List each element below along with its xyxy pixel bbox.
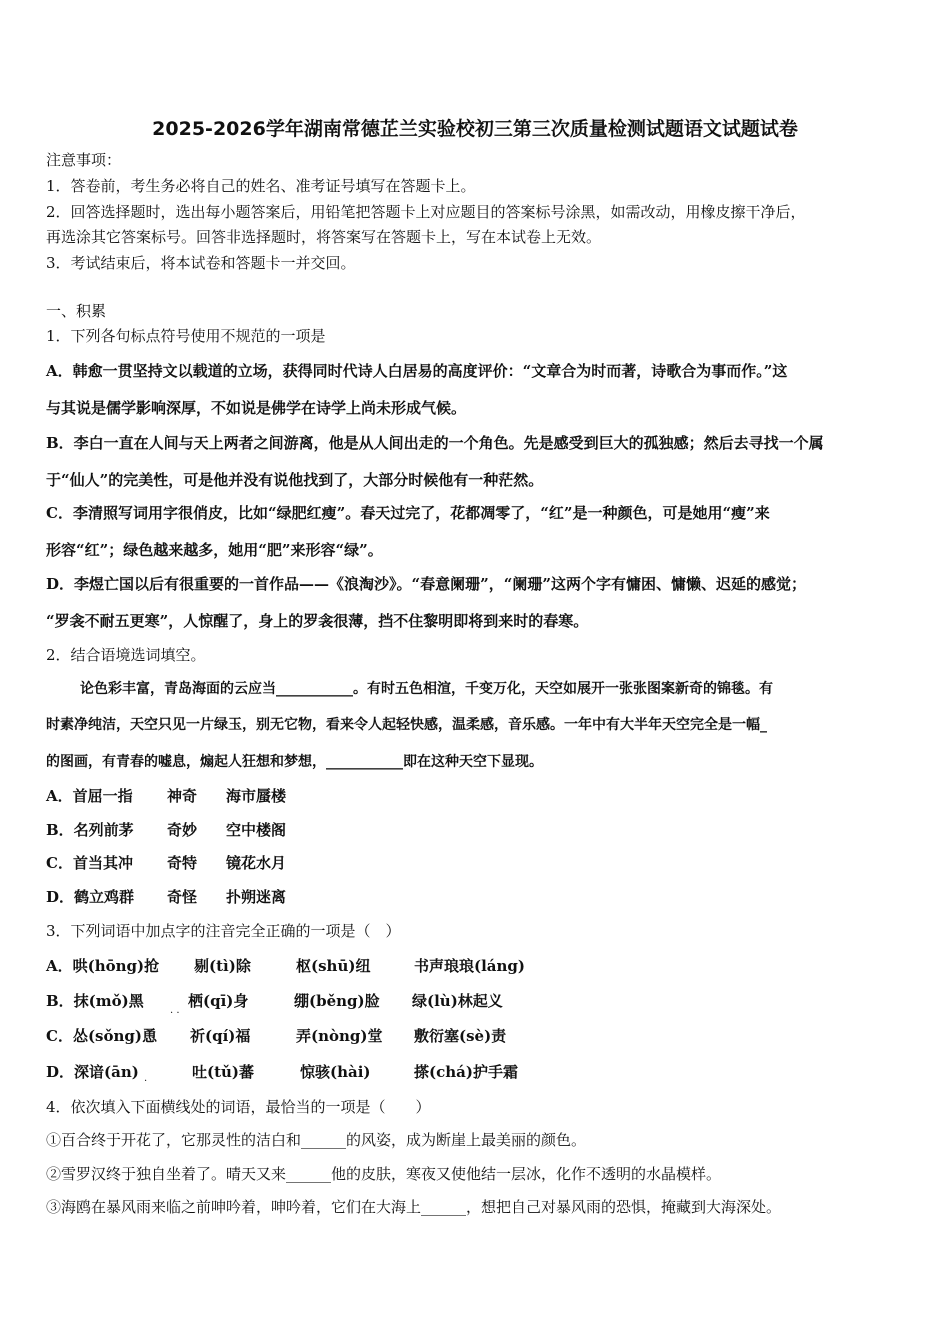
option-text: 惊骇(hài)	[300, 1063, 371, 1081]
option-text: A．哄(hōng)抢	[46, 957, 160, 975]
question-2-passage: 论色彩丰富，青岛海面的云应当___________。有时五色相渲，千变万化，天空如展开一张张图案新奇的锦毯。有	[80, 681, 773, 697]
option-text: 奇妙	[167, 821, 198, 839]
question-1-line: C．李清照写词用字很俏皮，比如“绿肥红瘦”。春天过完了，花都凋零了，“红”是一种颜色，可是她用“瘦”来	[46, 504, 770, 522]
option-text: 镜花水月	[226, 854, 287, 872]
notice-item: 1．答卷前，考生务必将自己的姓名、准考证号填写在答题卡上。	[46, 177, 476, 195]
notice-heading: 注意事项：	[46, 151, 122, 169]
question-4-line: ③海鸥在暴风雨来临之前呻吟着，呻吟着，它们在大海上______，想把自己对暴风雨的恐惧，掩藏到大海深处。	[46, 1198, 782, 1216]
question-1-line: 于“仙人”的完美性，可是他并没有说他找到了，大部分时候他有一种茫然。	[46, 471, 544, 489]
question-1-line: 与其说是儒学影响深厚，不如说是佛学在诗学上尚未形成气候。	[46, 399, 467, 417]
question-4-stem: 4．依次填入下面横线处的词语，最恰当的一项是（ ）	[46, 1098, 431, 1116]
question-3-stem: 3．下列词语中加点字的注音完全正确的一项是（ ）	[46, 922, 401, 940]
question-1-stem: 1．下列各句标点符号使用不规范的一项是	[46, 327, 326, 345]
emphasis-dots: . .	[170, 1005, 180, 1016]
notice-item: 再选涂其它答案标号。回答非选择题时，将答案写在答题卡上，写在本试卷上无效。	[46, 228, 602, 246]
option-text: 敷衍塞(sè)责	[414, 1027, 507, 1045]
option-text: 海市蜃楼	[226, 787, 287, 805]
option-text: 空中楼阁	[226, 821, 287, 839]
section-heading: 一、积累	[46, 302, 107, 320]
question-1-line: A．韩愈一贯坚持文以载道的立场，获得同时代诗人白居易的高度评价：“文章合为时而著，诗歌合为事而作。”这	[46, 362, 788, 380]
question-4-line: ①百合终于开花了，它那灵性的洁白和______的风姿，成为断崖上最美丽的颜色。	[46, 1131, 587, 1149]
option-text: B．名列前茅	[46, 821, 134, 839]
option-text: 搽(chá)护手霜	[414, 1063, 518, 1081]
question-2-passage: 时素净纯洁，天空只见一片绿玉，别无它物，看来令人起轻快感，温柔感，音乐感。一年中有大半年天空完全是一幅_	[46, 717, 767, 733]
option-text: 绷(běng)脸	[294, 992, 380, 1010]
option-text: 剔(tì)除	[194, 957, 251, 975]
option-text: 奇特	[167, 854, 198, 872]
option-text: A．首屈一指	[46, 787, 133, 805]
question-4-line: ②雪罗汉终于独自坐着了。晴天又来______他的皮肤，寒夜又使他结一层冰，化作不透明的水晶模样。	[46, 1165, 722, 1183]
question-1-line: D．李煜亡国以后有很重要的一首作品——《浪淘沙》。“春意阑珊”，“阑珊”这两个字有慵困、慵懒、迟延的感觉；	[46, 575, 807, 593]
option-text: 枢(shū)纽	[296, 957, 371, 975]
question-2-passage: 的图画，有青春的嘘息，煽起人狂想和梦想，___________即在这种天空下显现。	[46, 754, 543, 770]
notice-item: 3．考试结束后，将本试卷和答题卡一并交回。	[46, 254, 356, 272]
question-1-line: B．李白一直在人间与天上两者之间游离，他是从人间出走的一个角色。先是感受到巨大的孤独感；然后去寻找一个属	[46, 434, 824, 452]
notice-item: 2．回答选择题时，选出每小题答案后，用铅笔把答题卡上对应题目的答案标号涂黑，如需改动，用橡皮擦干净后，	[46, 203, 806, 221]
option-text: 神奇	[167, 787, 198, 805]
option-text: 吐(tǔ)蕃	[192, 1063, 255, 1081]
option-text: 书声琅琅(láng)	[414, 957, 526, 975]
question-1-line: 形容“红”；绿色越来越多，她用“肥”来形容“绿”。	[46, 541, 383, 559]
option-text: 奇怪	[167, 888, 198, 906]
option-text: 弄(nòng)堂	[296, 1027, 383, 1045]
option-text: C．首当其冲	[46, 854, 133, 872]
option-text: 绿(lù)林起义	[412, 992, 503, 1010]
question-1-line: “罗衾不耐五更寒”，人惊醒了，身上的罗衾很薄，挡不住黎明即将到来时的春寒。	[46, 612, 589, 630]
emphasis-dots: .	[144, 1073, 148, 1084]
page-title: 2025-2026学年湖南常德芷兰实验校初三第三次质量检测试题语文试题试卷	[152, 118, 798, 140]
option-text: D．深谙(ān)	[46, 1063, 139, 1081]
option-text: 扑朔迷离	[226, 888, 287, 906]
option-text: 祈(qí)福	[190, 1027, 251, 1045]
question-2-stem: 2．结合语境选词填空。	[46, 646, 206, 664]
option-text: 栖(qī)身	[188, 992, 249, 1010]
option-text: B．抹(mǒ)黑	[46, 992, 144, 1010]
option-text: C．怂(sǒng)恿	[46, 1027, 157, 1045]
option-text: D．鹤立鸡群	[46, 888, 135, 906]
